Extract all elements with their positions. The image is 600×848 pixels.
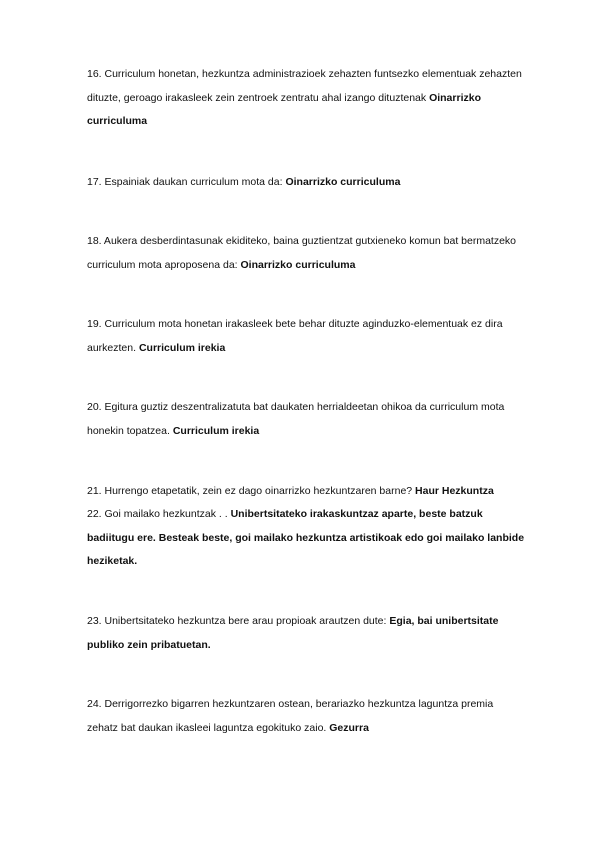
question-18-answer: Oinarrizko curriculuma [240,258,356,271]
question-21-text: 21. Hurrengo etapetatik, zein ez dago oinarrizko hezkuntzaren barne? [87,485,416,497]
question-22 [87,503,527,574]
question-21-answer: Haur Hezkuntza [415,485,494,497]
question-23-answer: Egia, bai unibertsitate publiko zein pribatuetan. [87,615,499,651]
question-16-text: 16. Curriculum honetan, hezkuntza administrazioek zehazten funtsezko elementuak zehazten dituzte, geroago irakasleek zein zentroek zentratu ahal izango dituztenak [87,68,522,104]
question-17 [87,171,527,195]
question-19-answer: Curriculum irekia [138,341,226,354]
question-22-text: 22. Goi mailako hezkuntzak . . [87,508,231,520]
question-21 [87,480,527,504]
question-22-answer: Unibertsitateko irakaskuntzaz aparte, beste batzuk badiitugu ere. Besteak beste, goi mailako hezkuntza artistikoak edo goi mailako lanbide heziketak. [87,508,525,567]
question-23 [87,610,527,657]
question-17-text: 17. Espainiak daukan curriculum mota da: [87,176,286,188]
question-20-text: 20. Egitura guztiz deszentralizatuta bat daukaten herrialdeetan ohikoa da curriculum mota honekin topatzea. [87,401,505,437]
question-20-answer: Curriculum irekia [172,424,260,437]
question-17-answer: Oinarrizko curriculuma [285,176,401,188]
question-23-text: 23. Unibertsitateko hezkuntza bere arau propioak arautzen dute: [87,615,390,627]
question-16-answer: Oinarrizko curriculuma [87,91,481,127]
question-19-text: 19. Curriculum mota honetan irakasleek bete behar dituzte aginduzko-elementuak ez dira aurkezten. [87,318,503,354]
question-24-answer: Gezurra [329,721,369,734]
question-18 [87,230,527,277]
question-16 [87,63,527,134]
question-19 [87,313,527,360]
question-24-text: 24. Derrigorrezko bigarren hezkuntzaren ostean, berariazko hezkuntza laguntza premia zehatz bat daukan ikasleei laguntza egokituko zaio. [87,698,494,734]
question-24 [87,693,527,740]
question-18-text: 18. Aukera desberdintasunak ekiditeko, baina guztientzat gutxieneko komun bat bermatzeko curriculum mota aproposena da: [87,235,517,271]
question-20 [87,396,527,443]
